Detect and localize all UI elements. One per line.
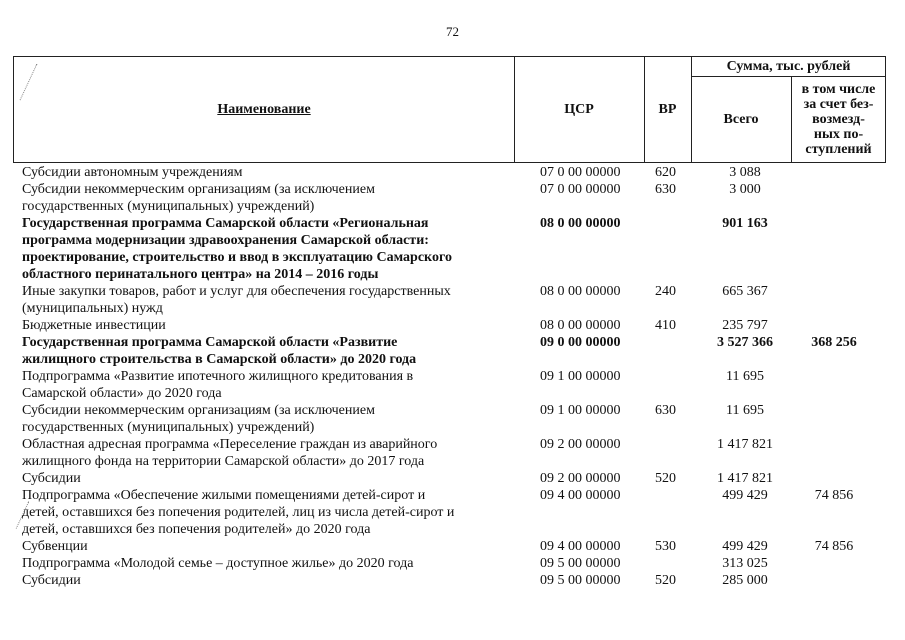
row-name-line: жилищного строительства в Самарской области» до 2020 года [22, 352, 417, 367]
row-total: 665 367 [722, 284, 768, 299]
row-csr: 09 0 00 00000 [540, 335, 621, 350]
row-name [22, 368, 512, 402]
header-name: Наименование [217, 101, 311, 117]
row-free: 74 856 [814, 488, 854, 503]
row-total: 313 025 [722, 556, 768, 571]
table-row [0, 334, 905, 368]
row-name [22, 436, 512, 470]
row-csr: 08 0 00 00000 [540, 216, 621, 231]
row-csr: 09 4 00 00000 [540, 488, 621, 503]
page-number: 72 [446, 24, 459, 39]
row-name [22, 283, 512, 317]
table-row [0, 402, 905, 436]
row-vr: 530 [655, 539, 676, 554]
row-name [22, 572, 512, 589]
table-row [0, 487, 905, 538]
row-name-line: Субвенции [22, 539, 88, 554]
row-name-line: Государственная программа Самарской области «Развитие [22, 335, 398, 350]
row-csr: 07 0 00 00000 [540, 182, 621, 197]
row-name [22, 402, 512, 436]
row-csr: 09 5 00 00000 [540, 573, 621, 588]
row-name-line: Подпрограмма «Развитие ипотечного жилищного кредитования в [22, 369, 414, 384]
table-row [0, 538, 905, 555]
row-total: 499 429 [722, 488, 768, 503]
header-including-line: ных по- [813, 127, 864, 142]
table-row [0, 436, 905, 470]
row-name [22, 538, 512, 555]
row-vr: 630 [655, 182, 676, 197]
table-row [0, 215, 905, 283]
row-csr: 08 0 00 00000 [540, 318, 621, 333]
row-name-line: Субсидии [22, 471, 81, 486]
header-including-line: за счет без- [803, 97, 874, 112]
row-name-line: жилищного фонда на территории Самарской области» до 2017 года [22, 454, 425, 469]
header-including-line: в том числе [801, 82, 876, 97]
row-total: 235 797 [722, 318, 768, 333]
table-row [0, 555, 905, 572]
table-row [0, 181, 905, 215]
row-csr: 09 2 00 00000 [540, 437, 621, 452]
row-csr: 09 2 00 00000 [540, 471, 621, 486]
table-row [0, 317, 905, 334]
row-total: 901 163 [722, 216, 768, 231]
row-csr: 08 0 00 00000 [540, 284, 621, 299]
row-free: 74 856 [814, 539, 854, 554]
table-row [0, 470, 905, 487]
header-csr: ЦСР [564, 101, 594, 117]
table-row [0, 368, 905, 402]
header-including-line: возмезд- [812, 112, 865, 127]
row-name-line: областного перинатального центра» на 2014 – 2016 годы [22, 267, 379, 282]
row-name-line: Подпрограмма «Молодой семье – доступное жилье» до 2020 года [22, 556, 414, 571]
row-total: 1 417 821 [717, 471, 773, 486]
row-name [22, 487, 512, 538]
table-row [0, 283, 905, 317]
row-name-line: Субсидии некоммерческим организациям (за исключением [22, 403, 375, 418]
row-name-line: государственных (муниципальных) учреждений) [22, 199, 315, 214]
row-name-line: Подпрограмма «Обеспечение жилыми помещениями детей-сирот и [22, 488, 426, 503]
header-total: Всего [723, 111, 759, 127]
row-total: 3 088 [729, 165, 761, 180]
row-total: 285 000 [722, 573, 768, 588]
row-name-line: программа модернизации здравоохранения Самарской области: [22, 233, 429, 248]
row-name-line: Субсидии некоммерческим организациям (за исключением [22, 182, 375, 197]
row-total: 1 417 821 [717, 437, 773, 452]
row-name-line: Субсидии автономным учреждениям [22, 165, 243, 180]
row-name [22, 334, 512, 368]
row-total: 499 429 [722, 539, 768, 554]
row-name [22, 164, 512, 181]
row-csr: 09 1 00 00000 [540, 369, 621, 384]
row-total: 3 527 366 [717, 335, 773, 350]
row-name-line: детей, оставшихся без попечения родителей, лиц из числа детей-сирот и [22, 505, 455, 520]
row-name-line: Самарской области» до 2020 года [22, 386, 222, 401]
row-vr: 620 [655, 165, 676, 180]
row-name [22, 215, 512, 283]
row-name-line: (муниципальных) нужд [22, 301, 163, 316]
row-name-line: Бюджетные инвестиции [22, 318, 166, 333]
table-row [0, 572, 905, 589]
row-name-line: детей, оставшихся без попечения родителей» до 2020 года [22, 522, 371, 537]
header-including-line: ступлений [805, 142, 872, 157]
row-name [22, 555, 512, 572]
row-name-line: Иные закупки товаров, работ и услуг для обеспечения государственных [22, 284, 451, 299]
row-name-line: государственных (муниципальных) учреждений) [22, 420, 315, 435]
row-csr: 09 1 00 00000 [540, 403, 621, 418]
row-name-line: Субсидии [22, 573, 81, 588]
row-name [22, 317, 512, 334]
table-row [0, 164, 905, 181]
row-csr: 07 0 00 00000 [540, 165, 621, 180]
row-name-line: Государственная программа Самарской области «Региональная [22, 216, 429, 231]
row-name-line: Областная адресная программа «Переселение граждан из аварийного [22, 437, 438, 452]
row-name-line: проектирование, строительство и ввод в эксплуатацию Самарского [22, 250, 452, 265]
table-header [13, 56, 886, 163]
header-including-free [791, 77, 886, 162]
row-vr: 410 [655, 318, 676, 333]
row-total: 3 000 [729, 182, 761, 197]
row-vr: 240 [655, 284, 676, 299]
row-name [22, 181, 512, 215]
row-name [22, 470, 512, 487]
header-sum: Сумма, тыс. рублей [726, 58, 851, 74]
row-csr: 09 5 00 00000 [540, 556, 621, 571]
row-csr: 09 4 00 00000 [540, 539, 621, 554]
row-vr: 520 [655, 471, 676, 486]
row-total: 11 695 [726, 369, 764, 384]
row-vr: 630 [655, 403, 676, 418]
row-free: 368 256 [811, 335, 857, 350]
header-vr: ВР [658, 101, 677, 117]
row-vr: 520 [655, 573, 676, 588]
row-total: 11 695 [726, 403, 764, 418]
